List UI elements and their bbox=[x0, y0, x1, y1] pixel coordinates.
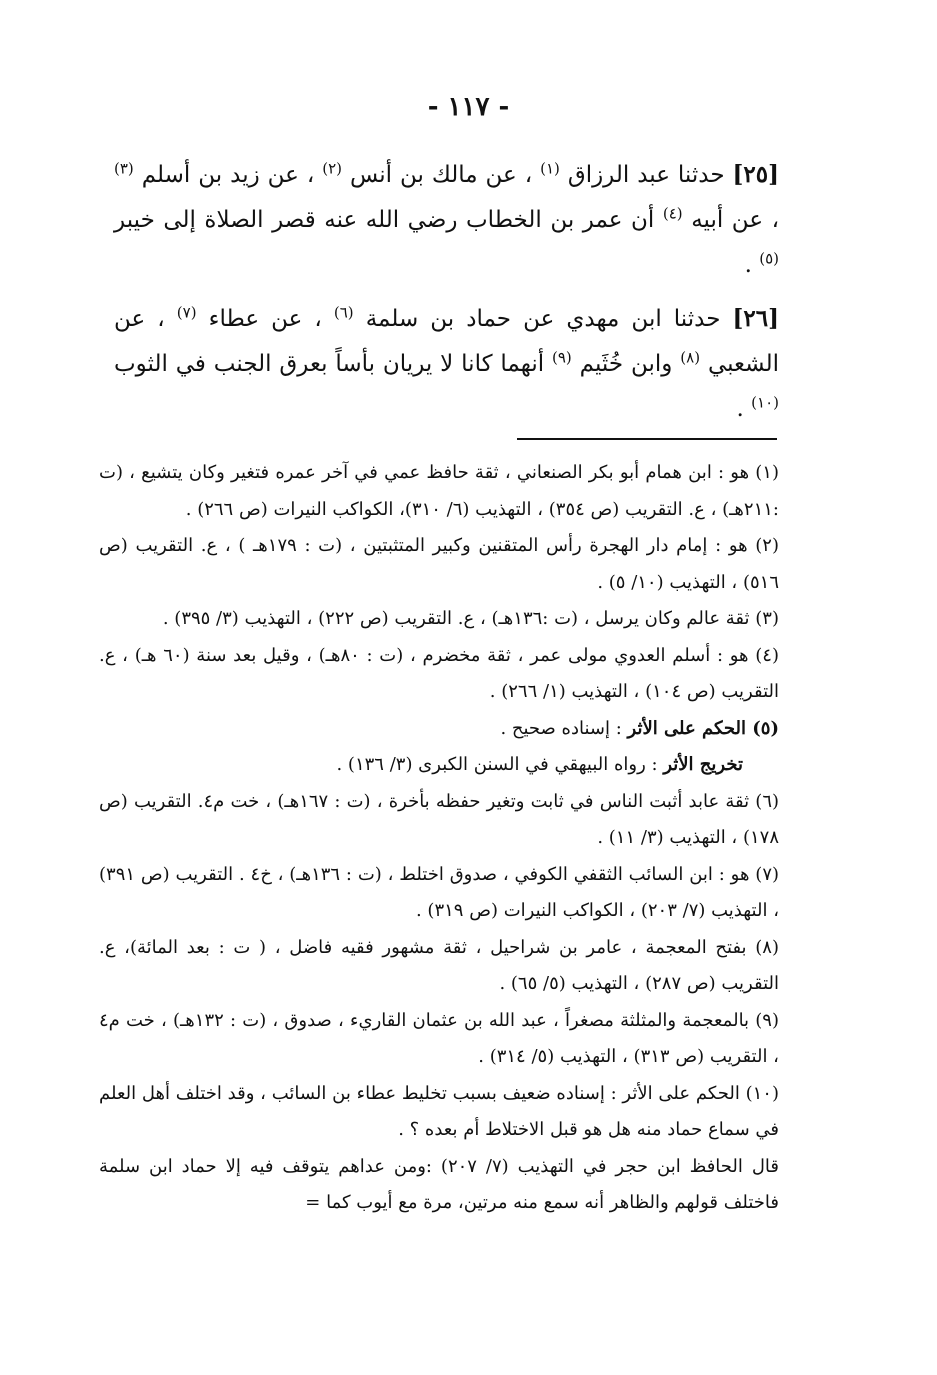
athar-text: ، عن عطاء bbox=[208, 306, 322, 332]
main-text bbox=[114, 152, 779, 440]
footnote-4: (٤) هو : أسلم العدوي مولى عمر ، ثقة مخضرم ، (ت : ٨٠هـ) ، وقيل بعد سنة (٦٠ هـ) ، ع. التقريب (ص ١٠٤) ، التهذيب (١/ ٢٦٦) . bbox=[99, 644, 779, 702]
athar-text: أنهما كانا لا يريان بأساً بعرق الجنب في الثوب bbox=[114, 351, 545, 377]
footnote-5-label: (٥) الحكم على الأثر bbox=[627, 717, 779, 739]
athar-number: [٢٦] bbox=[732, 305, 779, 332]
footnote-7: (٧) هو : ابن السائب الثقفي الكوفي ، صدوق اختلط ، (ت : ١٣٦هـ) ، خ٤ . التقريب (ص ٣٩١) ، التهذيب (٧/ ٢٠٣) ، الكواكب النيرات (ص ٣١٩) . bbox=[99, 863, 780, 921]
athar-text: . bbox=[736, 396, 744, 422]
takhrij-label: تخريج الأثر bbox=[663, 754, 743, 775]
footnote-5-text: : إسناده صحيح . bbox=[500, 717, 622, 739]
athar-26 bbox=[114, 296, 779, 432]
footnote-ref[interactable]: (٥) bbox=[759, 249, 779, 268]
athar-text: وابن خُثَيم bbox=[579, 351, 673, 377]
footnote-ref[interactable]: (٩) bbox=[552, 348, 572, 367]
footnote-5-takhrij bbox=[99, 747, 779, 784]
footnote-8: (٨) بفتح المعجمة ، عامر بن شراحيل ، ثقة مشهور فقيه فاضل ، ( ت : بعد المائة)، ع. التقريب (ص ٢٨٧) ، التهذيب (٥/ ٦٥) . bbox=[99, 936, 779, 994]
athar-text: حدثنا عبد الرزاق bbox=[567, 162, 725, 188]
footnote-ref[interactable]: (١٠) bbox=[751, 393, 779, 412]
footnote-ref[interactable]: (٧) bbox=[176, 303, 197, 322]
athar-text: ، عن زيد بن أسلم bbox=[141, 162, 315, 188]
footnote-6: (٦) ثقة عابد أثبت الناس في ثابت وتغير حفظه بأخرة ، (ت : ١٦٧هـ) ، خت م٤. التقريب (ص ١٧٨) ، التهذيب (٣/ ١١) . bbox=[99, 790, 780, 848]
footnote-10: (١٠) الحكم على الأثر : إسناده ضعيف بسبب تخليط عطاء بن السائب ، وقد اختلف أهل العلم في سماع حماد منه هل هو قبل الاختلاط أم بعده ؟ . bbox=[99, 1082, 779, 1140]
footnote-separator bbox=[517, 438, 777, 440]
athar-text: . bbox=[744, 252, 752, 278]
athar-25 bbox=[114, 152, 779, 288]
athar-text: ، عن مالك بن أنس bbox=[349, 162, 533, 188]
page-number: - ١١٧ - bbox=[427, 92, 510, 122]
footnote-ref[interactable]: (٤) bbox=[662, 204, 683, 223]
footnote-ref[interactable]: (١) bbox=[540, 159, 560, 178]
athar-text: حدثنا ابن مهدي عن حماد بن سلمة bbox=[365, 306, 721, 332]
footnote-3: (٣) ثقة عالم وكان يرسل ، (ت :١٣٦هـ) ، ع. التقريب (ص ٢٢٢) ، التهذيب (٣/ ٣٩٥) . bbox=[162, 608, 779, 629]
athar-text: أن عمر بن الخطاب رضي الله عنه قصر الصلاة إلى خيبر bbox=[114, 207, 655, 233]
athar-text: ، عن أبيه bbox=[691, 207, 780, 233]
footnote-1: (١) هو : ابن همام أبو بكر الصنعاني ، ثقة حافظ عمي في آخر عمره فتغير وكان يتشيع ، (ت :٢١١هـ) ، ع. التقريب (ص ٣٥٤) ، التهذيب (٦/ ٣١٠)، الكواكب النيرات (ص ٢٦٦) . bbox=[99, 462, 779, 520]
footnote-9: (٩) بالمعجمة والمثلثة مصغراً ، عبد الله بن عثمان القاريء ، صدوق ، (ت : ١٣٢هـ) ، خت م٤ ، التقريب (ص ٣١٣) ، التهذيب (٥/ ٣١٤) . bbox=[99, 1009, 779, 1067]
takhrij-text: : رواه البيهقي في السنن الكبرى (٣/ ١٣٦) . bbox=[336, 754, 658, 775]
footnote-ref[interactable]: (٦) bbox=[333, 303, 354, 322]
footnote-5 bbox=[99, 711, 779, 748]
footnotes bbox=[99, 455, 779, 1222]
athar-number: [٢٥] bbox=[732, 161, 780, 188]
footnote-2: (٢) هو : إمام دار الهجرة رأس المتقنين وكبير المتثبتين ، (ت : ١٧٩هـ ) ، ع. التقريب (ص ٥١٦) ، التهذيب (١٠/ ٥) . bbox=[99, 535, 779, 593]
footnote-ref[interactable]: (٨) bbox=[680, 348, 701, 367]
footnote-ref[interactable]: (٢) bbox=[322, 159, 342, 178]
footnote-10-continuation: قال الحافظ ابن حجر في التهذيب (٧/ ٢٠٧) :ومن عداهم يتوقف فيه إلا حماد ابن سلمة فاختلف قولهم والظاهر أنه سمع منه مرتين، مرة مع أيوب كما = bbox=[99, 1155, 779, 1213]
athar-text: ، عن الشعبي bbox=[114, 306, 780, 377]
footnote-ref[interactable]: (٣) bbox=[114, 159, 134, 178]
